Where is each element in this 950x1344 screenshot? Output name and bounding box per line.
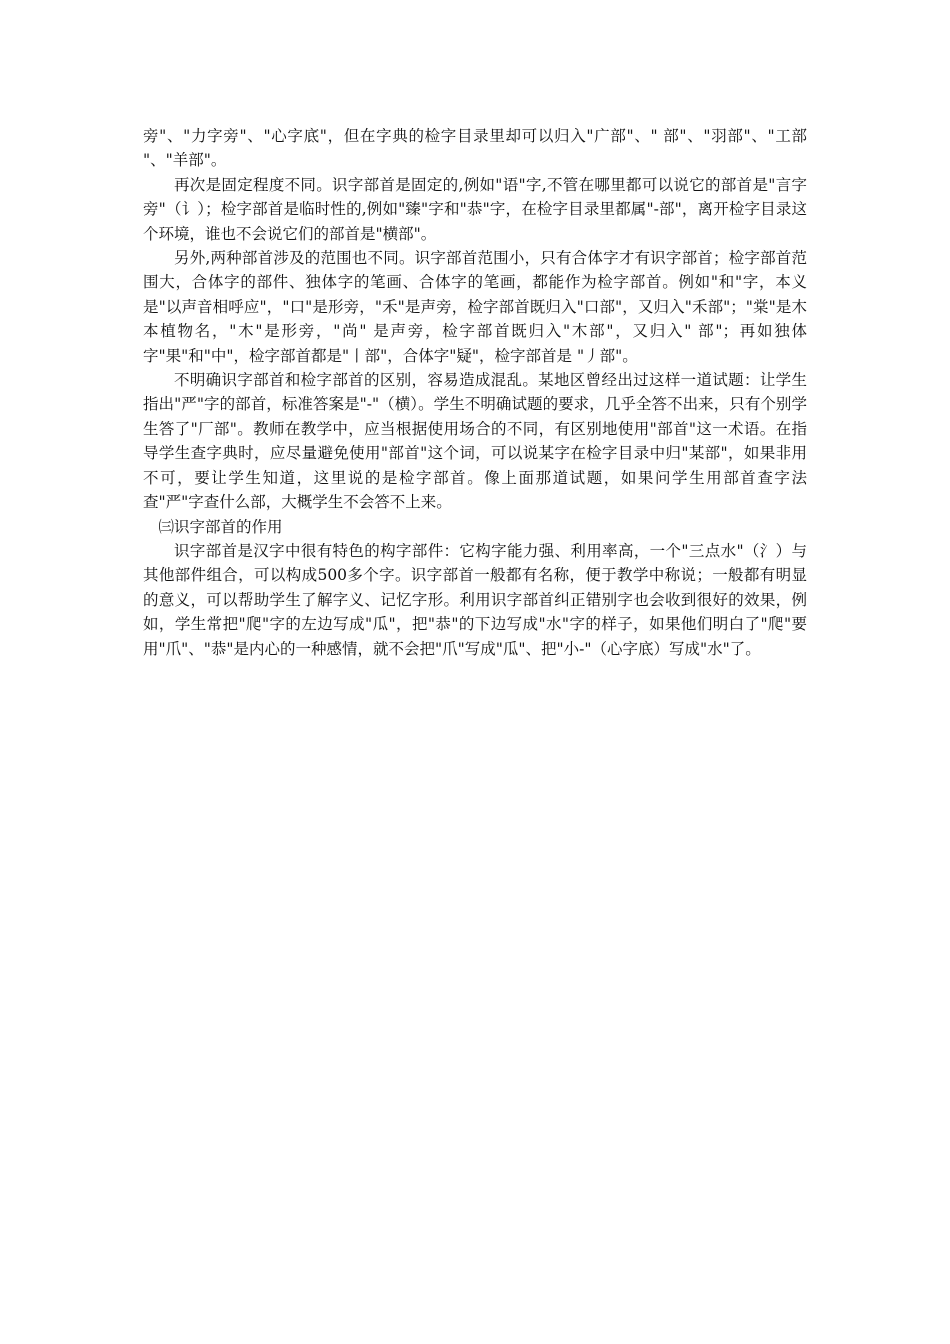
paragraph-scope: 另外,两种部首涉及的范围也不同。识字部首范围小，只有合体字才有识字部首；检字部首范围大，合体字的部件、独体字的笔画、合体字的笔画，都能作为检字部首。例如"和"字，本义是"以声音相呼应"，"口"是形旁，"禾"是声旁，检字部首既归入"口部"，又归入"禾部"；"棠"是木本植物名，"木"是形旁，"尚" 是声旁，检字部首既归入"木部"，又归入" 部"；再如独体字"果"和"中"，检字部首都是"丨部"，合体字"疑"，检字部首是 "丿部"。 [143, 249, 807, 365]
paragraph-continuation: 旁"、"力字旁"、"心字底"，但在字典的检字目录里却可以归入"广部"、" 部"、"羽部"、"工部 "、"羊部"。 [143, 127, 807, 170]
section-heading: ㈢识字部首的作用 [158, 517, 283, 536]
document-body [143, 124, 807, 661]
paragraph-fixedness: 再次是固定程度不同。识字部首是固定的,例如"语"字,不管在哪里都可以说它的部首是"言字旁"（讠）；检字部首是临时性的,例如"臻"字和"恭"字，在检字目录里都属"-部"，离开检字目录这个环境，谁也不会说它们的部首是"横部"。 [143, 175, 807, 243]
paragraph-function: 识字部首是汉字中很有特色的构字部件：它构字能力强、利用率高，一个"三点水"（氵）与其他部件组合，可以构成500多个字。识字部首一般都有名称，便于教学中称说；一般都有明显的意义，可以帮助学生了解字义、记忆字形。利用识字部首纠正错别字也会收到很好的效果，例如，学生常把"爬"字的左边写成"瓜"，把"恭"的下边写成"水"字的样子，如果他们明白了"爬"要用"爪"、"恭"是内心的一种感情，就不会把"爪"写成"瓜"、把"小-"（心字底）写成"水"了。 [143, 541, 807, 658]
paragraph-confusion: 不明确识字部首和检字部首的区别，容易造成混乱。某地区曾经出过这样一道试题：让学生指出"严"字的部首，标准答案是"-"（横）。学生不明确试题的要求，几乎全答不出来，只有个别学生答了"厂部"。教师在教学中，应当根据使用场合的不同，有区别地使用"部首"这一术语。在指导学生查字典时，应尽量避免使用"部首"这个词，可以说某字在检字目录中归"某部"，如果非用不可，要让学生知道，这里说的是检字部首。像上面那道试题，如果问学生用部首查字法查"严"字查什么部，大概学生不会答不上来。 [143, 371, 807, 512]
